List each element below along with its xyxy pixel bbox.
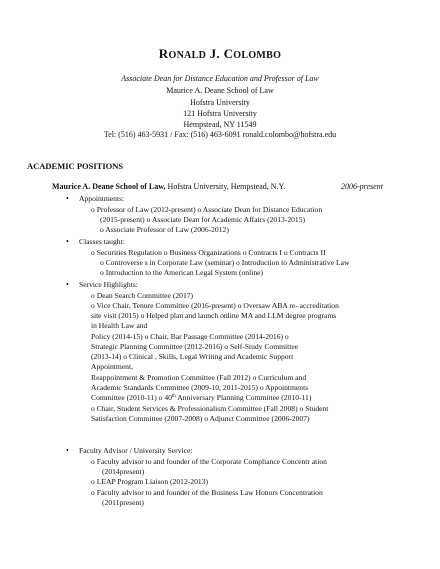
classes-heading: Classes taught: — [79, 237, 125, 246]
service-heading: Service Highlights: — [79, 280, 138, 289]
service-line: Committee (2010-11) o 40th Anniversary Planning Committee (2010-11) — [91, 393, 312, 402]
service-line: Academic Standards Committee (2009-10, 2011-2015) o Appointments — [91, 383, 309, 392]
service-line: (2013-14) o Clinical , Skills, Legal Writing and Academic Support — [91, 352, 294, 361]
class-line: o Securities Regulation o Business Organizations o Contracts I o Contracts II — [91, 248, 326, 257]
bullet-icon: • — [66, 280, 69, 289]
class-line: o Controverse s in Corporate Law (seminar) o Introduction to Administrative Law — [100, 258, 350, 267]
job-title: Associate Dean for Distance Education and Professor of Law — [121, 74, 319, 83]
school-name: Maurice A. Deane School of Law — [166, 86, 274, 95]
service-line: site visit (2015) o Helped plan and launch online MA and LLM degree programs — [91, 311, 337, 320]
position-dates: 2006-present — [341, 182, 383, 191]
contact-line: Tel: (516) 463-5931 / Fax: (516) 463-6091 ronald.colombo@hofstra.edu — [103, 130, 337, 139]
appointments-heading: Appointments: — [79, 194, 125, 203]
university-name: Hofstra University — [190, 98, 250, 107]
position-school: Maurice A. Deane School of Law, — [52, 182, 166, 191]
service-line: Strategic Planning Committee (2012-2016) o Self-Study Committee — [91, 342, 299, 351]
service-line: o Vice Chair, Tenure Committee (2016-present) o Oversaw ABA re- accreditation — [91, 301, 339, 310]
service-line: o Dean Search Committee (2017) — [91, 291, 194, 300]
position-location: Hofstra University, Hempstead, N.Y. — [165, 182, 286, 191]
appointment-line: (2015-present) o Associate Dean for Academic Affairs (2013-2015) — [100, 215, 306, 224]
faculty-line: o Faculty advisor to and founder of the Business Law Honors Concentration — [91, 488, 323, 497]
service-line: Appointment, — [91, 362, 133, 371]
service-line: Reappointment & Promotion Committee (Fall 2012) o Curriculum and — [91, 373, 307, 382]
service-line: in Health Law and — [91, 321, 148, 330]
class-line: o Introduction to the American Legal System (online) — [100, 268, 264, 277]
service-line: o Chair, Student Services & Professionalism Committee (Fall 2008) o Student — [91, 404, 329, 413]
bullet-icon: • — [66, 194, 69, 203]
faculty-line: (2014present) — [102, 467, 145, 476]
section-title: ACADEMIC POSITIONS — [27, 161, 124, 171]
name-heading: RONALD J. COLOMBO — [158, 46, 282, 61]
bullet-icon: • — [66, 446, 69, 455]
faculty-line: o LEAP Program Liaison (2012-2013) — [91, 477, 208, 486]
faculty-line: o Faculty advisor to and founder of the Corporate Compliance Concentr ation — [91, 457, 327, 466]
appointment-line: o Professor of Law (2012-present) o Associate Dean for Distance Education — [91, 205, 323, 214]
city-address: Hempstead, NY 11549 — [183, 120, 257, 129]
appointment-line: o Associate Professor of Law (2006-2012) — [100, 225, 229, 234]
service-line: Satisfaction Committee (2007-2008) o Adjunct Committee (2006-2007) — [91, 414, 310, 423]
bullet-icon: • — [66, 237, 69, 246]
faculty-heading: Faculty Advisor / University Service: — [79, 446, 193, 455]
street-address: 121 Hofstra University — [183, 109, 257, 118]
position-line — [52, 183, 285, 191]
faculty-line: (2011present) — [102, 498, 144, 507]
service-line: Policy (2014-15) o Chair, Bar Passage Committee (2014-2016) o — [91, 332, 289, 341]
